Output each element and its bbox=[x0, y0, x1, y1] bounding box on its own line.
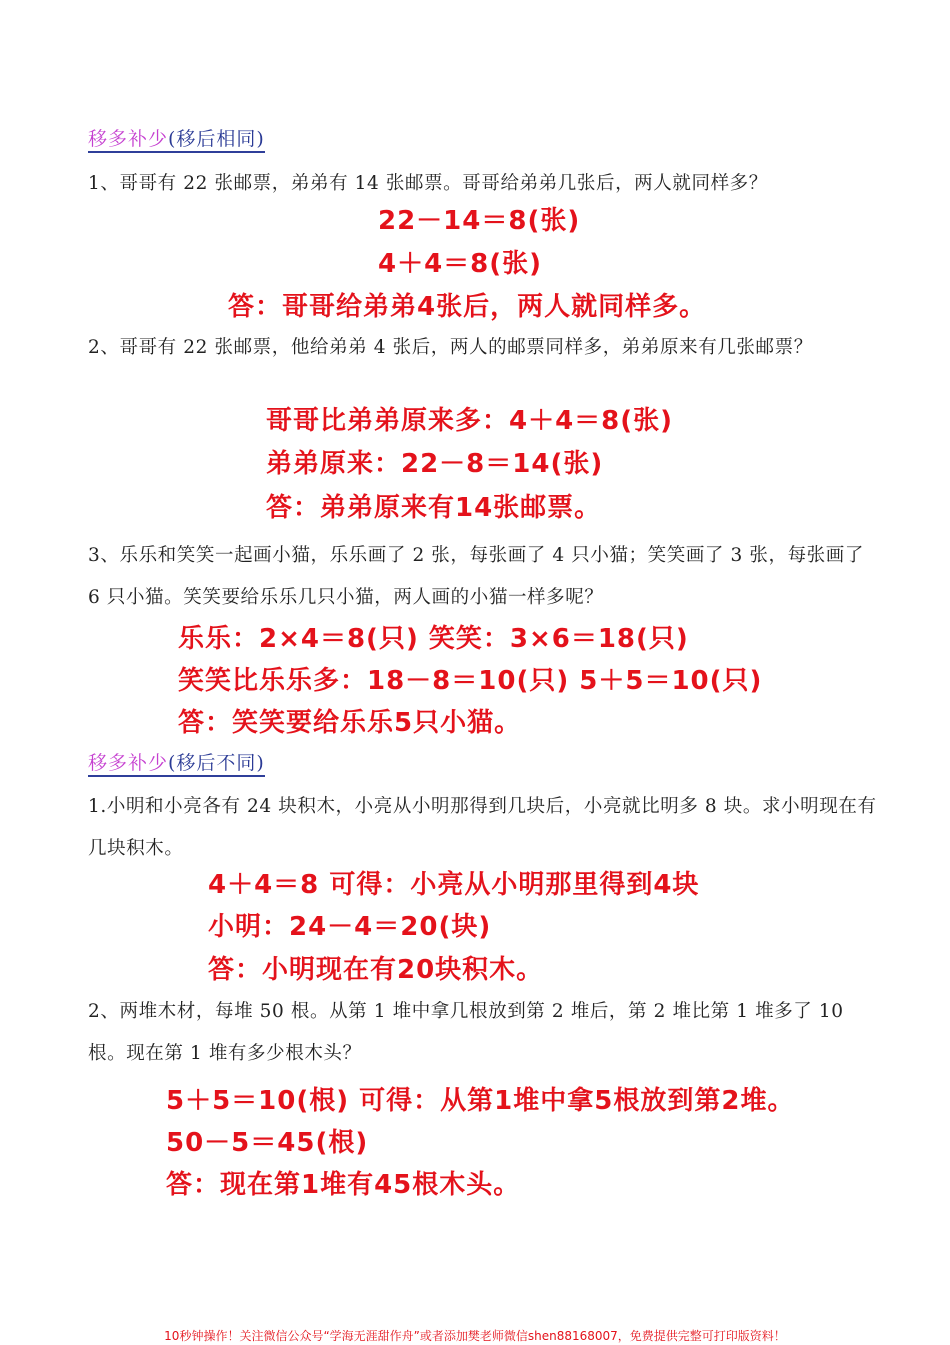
section-title-same bbox=[88, 128, 265, 153]
section-title-main: 移多补少 bbox=[88, 752, 169, 774]
problem-2-answer-line-2: 弟弟原来：22－8＝14(张) bbox=[266, 449, 604, 479]
problem-2-answer-line-1: 哥哥比弟弟原来多：4＋4＝8(张) bbox=[266, 406, 674, 436]
section-title-different bbox=[88, 752, 265, 777]
problem-1-answer-line-2: 4＋4＝8(张) bbox=[378, 249, 543, 279]
problem-1-question: 1、哥哥有 22 张邮票，弟弟有 14 张邮票。哥哥给弟弟几张后，两人就同样多？ bbox=[88, 173, 768, 194]
problem-3-answer-line-1: 乐乐：2×4＝8(只) 笑笑：3×6＝18(只) bbox=[178, 624, 689, 654]
problem-5-answer-line-1: 5＋5＝10(根) 可得：从第1堆中拿5根放到第2堆。 bbox=[166, 1086, 795, 1116]
problem-5-answer-line-2: 50－5＝45(根) bbox=[166, 1128, 369, 1158]
footer-promo-text: 10秒钟操作！关注微信公众号“学海无涯甜作舟”或者添加樊老师微信shen88168007，免费提供完整可打印版资料！ bbox=[164, 1329, 786, 1343]
problem-4-answer-line-2: 小明：24－4＝20(块) bbox=[208, 912, 492, 942]
problem-2-answer-final: 答：弟弟原来有14张邮票。 bbox=[266, 493, 602, 523]
problem-1-answer-line-1: 22－14＝8(张) bbox=[378, 206, 581, 236]
problem-4-answer-final: 答：小明现在有20块积木。 bbox=[208, 955, 544, 985]
problem-5-answer-final: 答：现在第1堆有45根木头。 bbox=[166, 1170, 521, 1200]
problem-1-answer-final: 答：哥哥给弟弟4张后，两人就同样多。 bbox=[228, 292, 707, 322]
section-title-sub: (移后不同) bbox=[168, 752, 265, 774]
problem-4-answer-line-1: 4＋4＝8 可得：小亮从小明那里得到4块 bbox=[208, 870, 700, 900]
section-title-sub: (移后相同) bbox=[168, 128, 265, 150]
problem-2-question: 2、哥哥有 22 张邮票，他给弟弟 4 张后，两人的邮票同样多，弟弟原来有几张邮票？ bbox=[88, 337, 813, 358]
problem-4-question: 1.小明和小亮各有 24 块积木，小亮从小明那得到几块后，小亮就比明多 8 块。求小明现在有几块积木。 bbox=[88, 796, 877, 859]
problem-3-answer-final: 答：笑笑要给乐乐5只小猫。 bbox=[178, 708, 522, 738]
section-title-main: 移多补少 bbox=[88, 128, 169, 150]
problem-5-question: 2、两堆木材，每堆 50 根。从第 1 堆中拿几根放到第 2 堆后，第 2 堆比第 1 堆多了 10 根。现在第 1 堆有多少根木头？ bbox=[88, 1001, 844, 1064]
problem-3-question: 3、乐乐和笑笑一起画小猫，乐乐画了 2 张，每张画了 4 只小猫；笑笑画了 3 张，每张画了 6 只小猫。笑笑要给乐乐几只小猫，两人画的小猫一样多呢？ bbox=[88, 545, 864, 608]
problem-3-answer-line-2: 笑笑比乐乐多：18－8＝10(只) 5＋5＝10(只) bbox=[178, 666, 763, 696]
